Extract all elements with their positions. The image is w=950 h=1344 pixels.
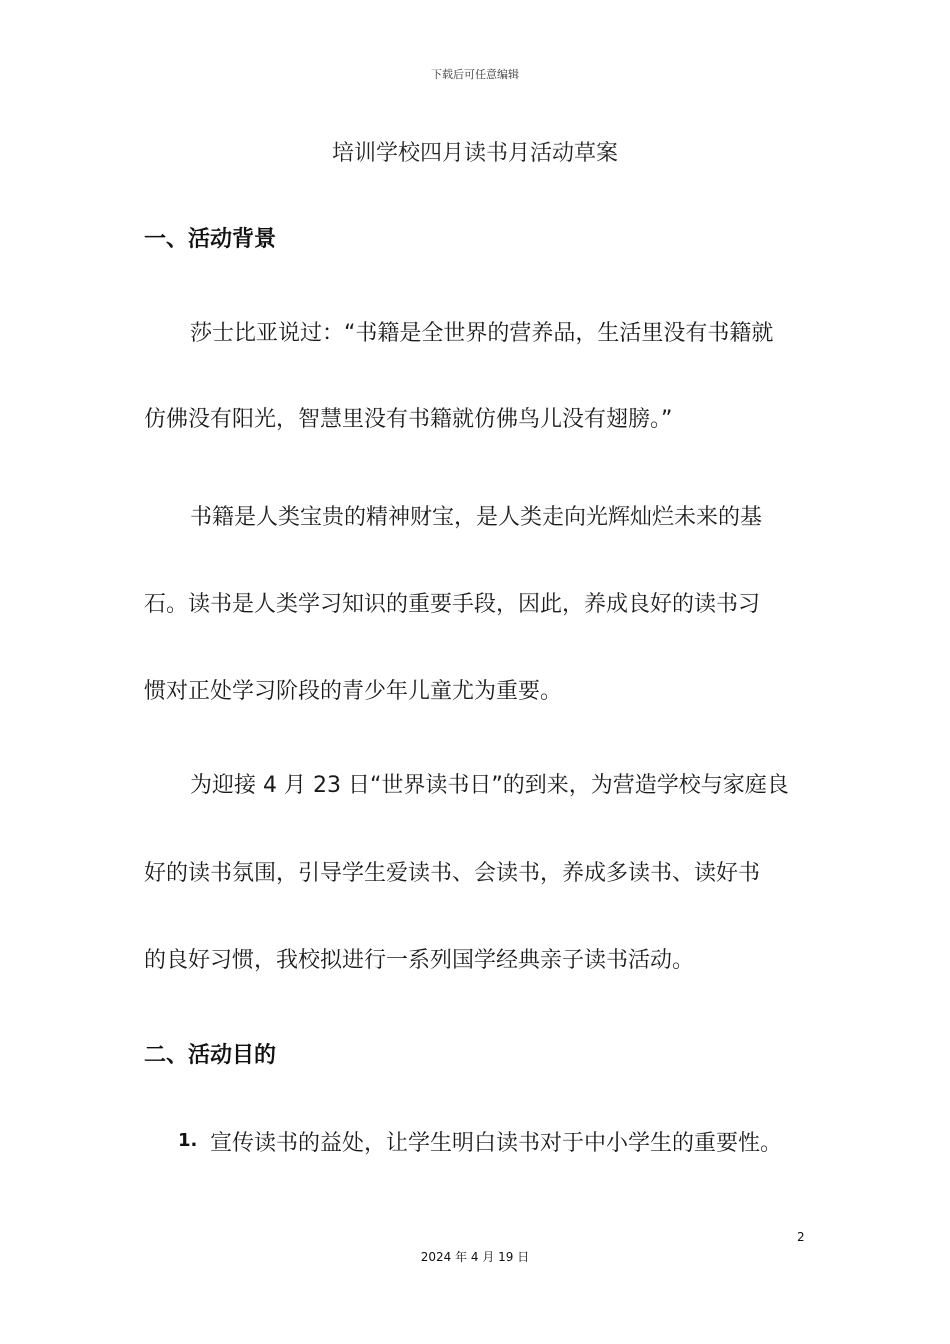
paragraph-line: 仿佛没有阳光，智慧里没有书籍就仿佛鸟儿没有翅膀。” [144,407,673,432]
paragraph-line: 莎士比亚说过：“书籍是全世界的营养品，生活里没有书籍就 [190,321,774,346]
paragraph-line: 为迎接 4 月 23 日“世界读书日”的到来，为营造学校与家庭良 [190,773,789,798]
list-item-text: 宣传读书的益处，让学生明白读书对于中小学生的重要性。 [210,1131,783,1156]
list-item-number: 1. [178,1130,198,1151]
header-note: 下载后可任意编辑 [431,68,519,81]
paragraph-line: 石。读书是人类学习知识的重要手段，因此，养成良好的读书习 [144,592,761,617]
document-title: 培训学校四月读书月活动草案 [331,141,618,166]
paragraph-line: 书籍是人类宝贵的精神财宝，是人类走向光辉灿烂未来的基 [190,505,763,530]
section-heading-purpose: 二、活动目的 [144,1043,277,1068]
footer-date: 2024 年 4 月 19 日 [420,1250,530,1264]
paragraph-line: 惯对正处学习阶段的青少年儿童尤为重要。 [144,679,563,704]
section-heading-background: 一、活动背景 [144,227,277,252]
paragraph-line: 的良好习惯，我校拟进行一系列国学经典亲子读书活动。 [144,948,695,973]
page-number: 2 [797,1230,805,1244]
paragraph-line: 好的读书氛围，引导学生爱读书、会读书，养成多读书、读好书 [144,861,761,886]
